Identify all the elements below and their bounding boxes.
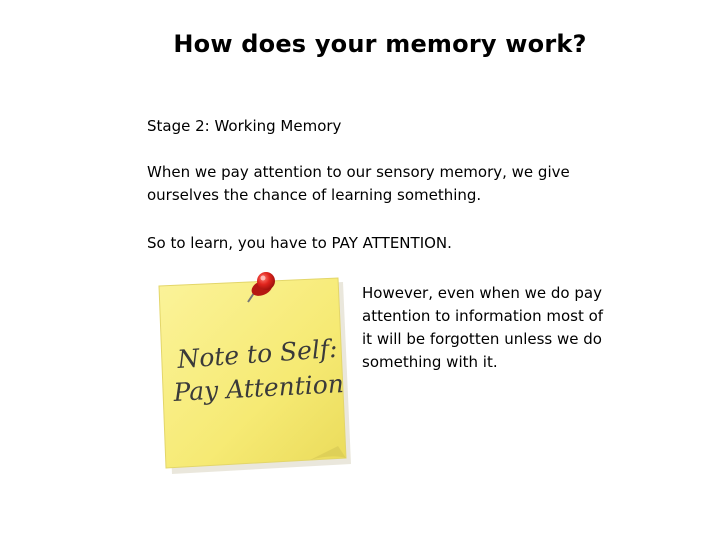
paragraph-forgotten: However, even when we do pay attention to information most of it will be forgotten unless we do something with it. <box>362 284 604 371</box>
slide-title: How does your memory work? <box>173 30 587 58</box>
sticky-note-image <box>150 268 355 478</box>
stage-heading: Stage 2: Working Memory <box>147 117 342 135</box>
note-line-2: Pay Attention <box>172 369 345 407</box>
pin-highlight <box>261 276 266 281</box>
paragraph-attention: When we pay attention to our sensory memory, we give ourselves the chance of learning something. <box>147 163 570 204</box>
pin-head-icon <box>257 272 275 290</box>
paragraph-pay-attention: So to learn, you have to PAY ATTENTION. <box>147 234 452 252</box>
sticky-note-graphic <box>150 268 355 478</box>
note-line-1: Note to Self: <box>176 333 339 374</box>
